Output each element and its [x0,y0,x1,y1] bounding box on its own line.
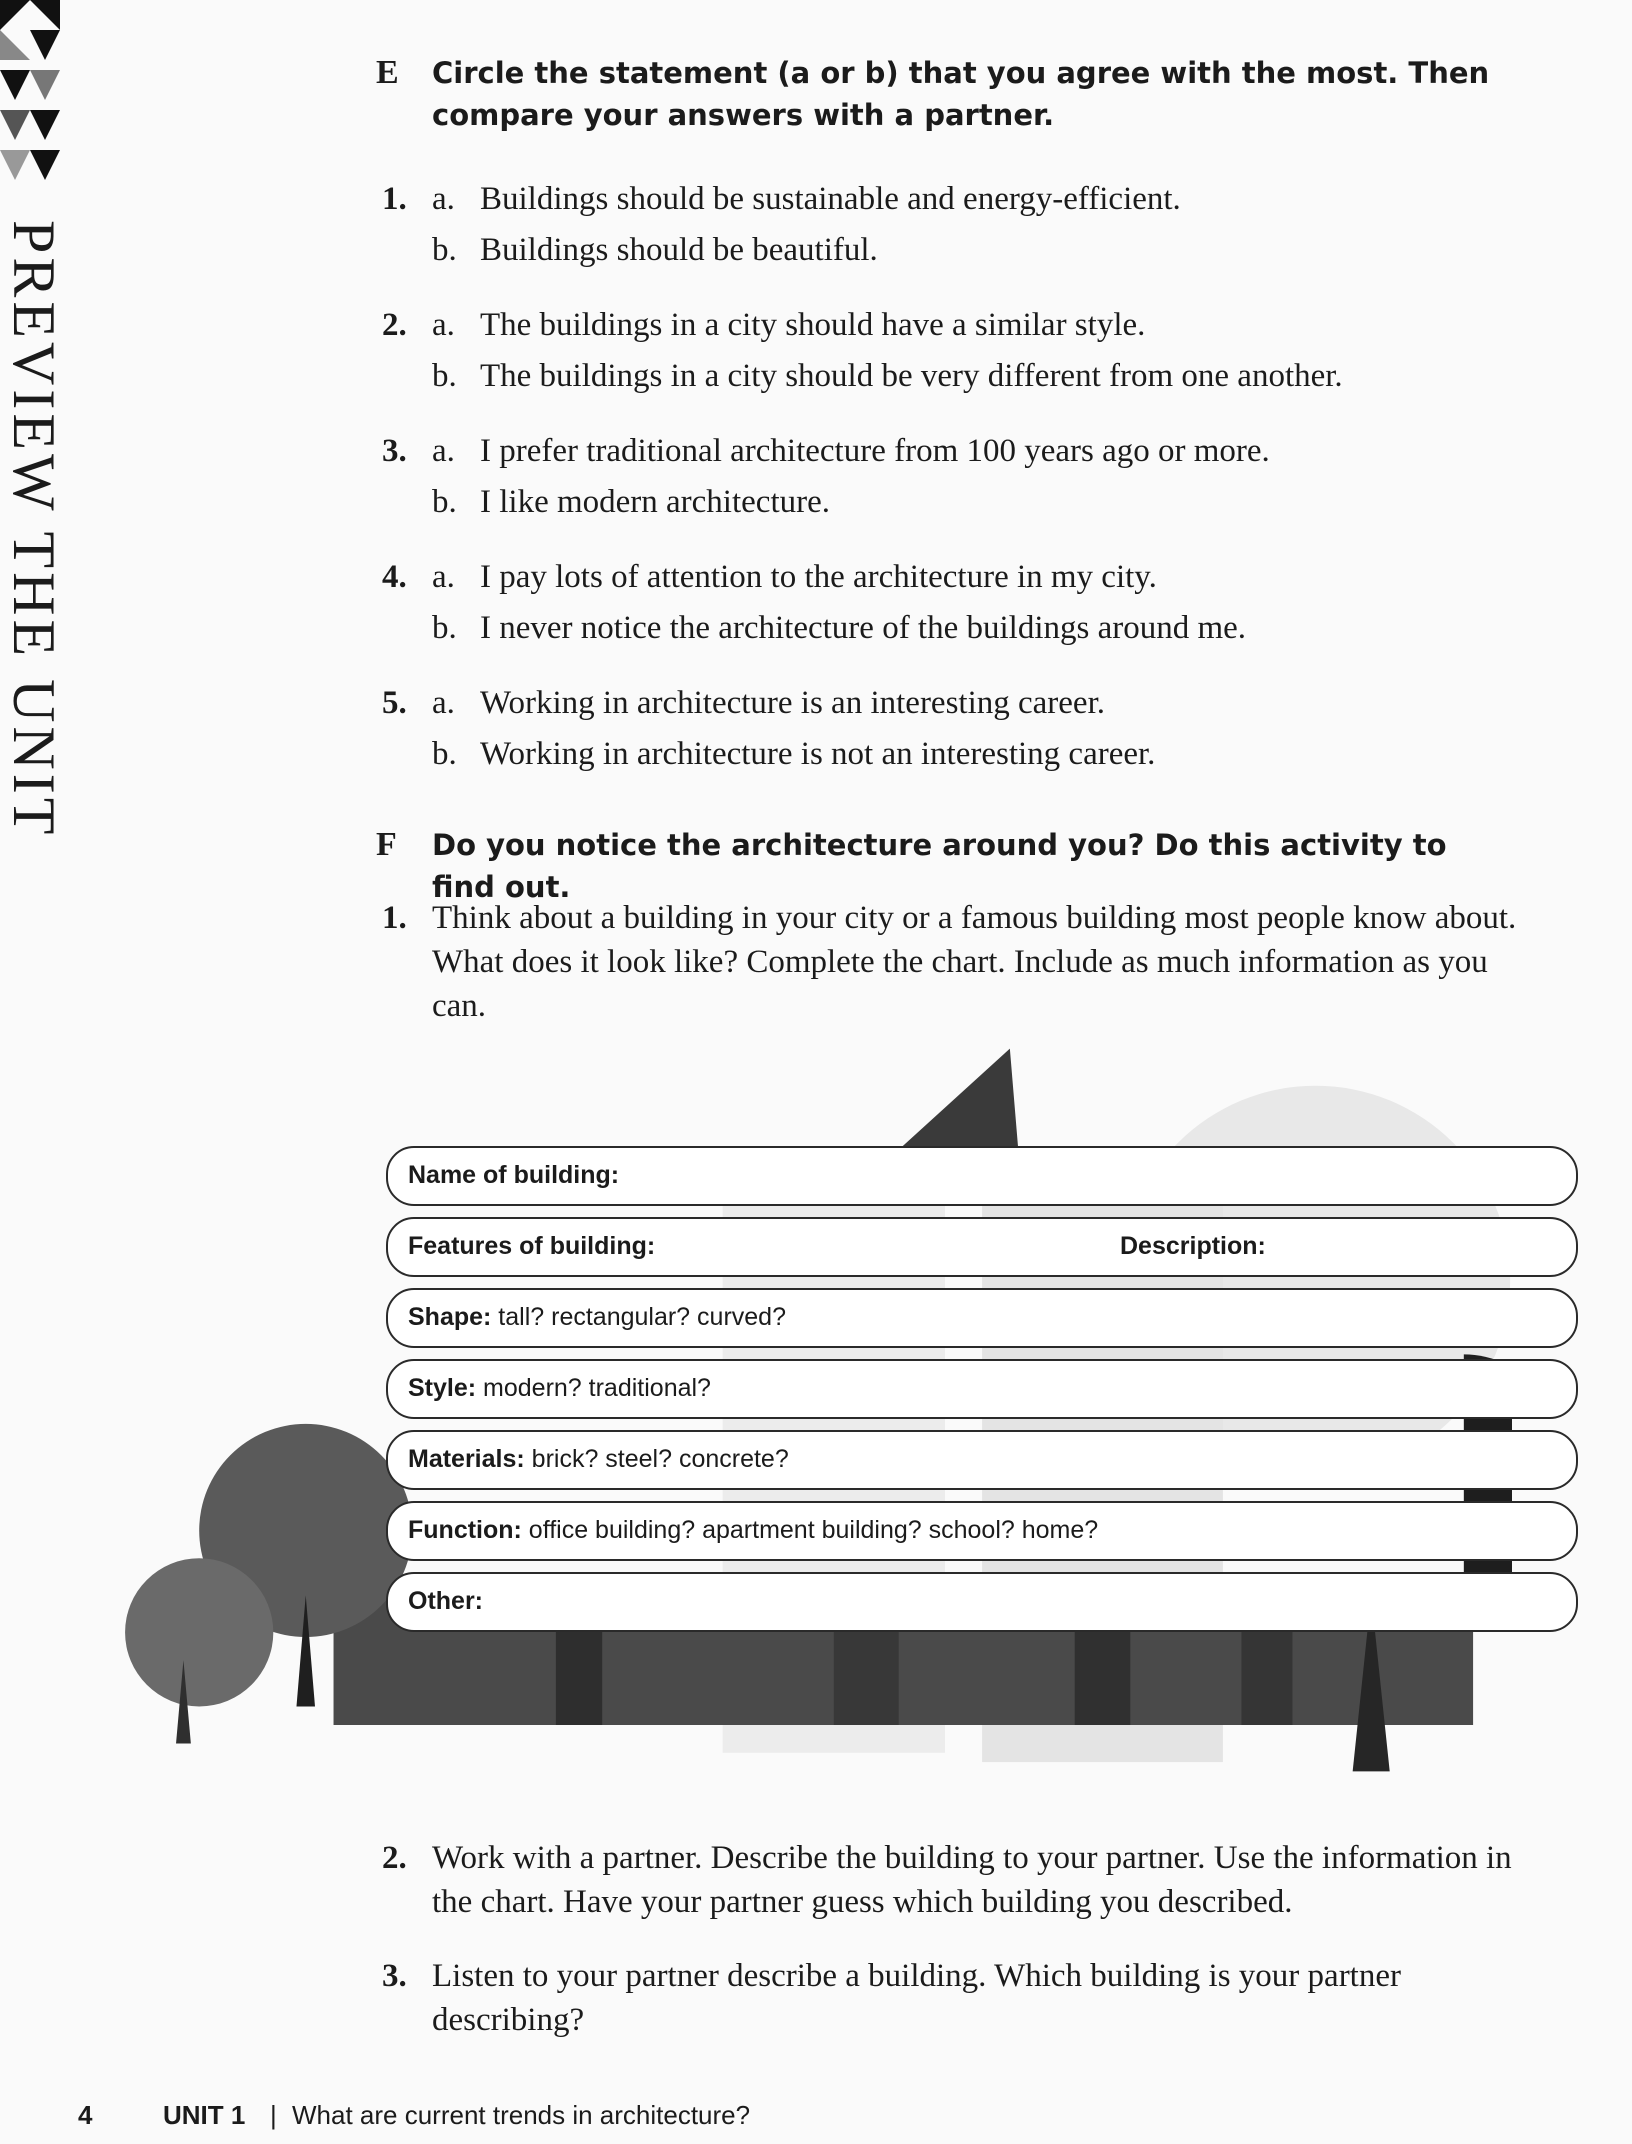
statement-item [382,552,1552,654]
option-a[interactable]: a. Buildings should be sustainable and energy-efficient. [432,181,1181,217]
item-number: 5. [382,685,407,721]
chart-row-style[interactable]: Style: modern? traditional? [386,1359,1578,1419]
statement-item [382,300,1552,402]
chart-row-shape[interactable]: Shape: tall? rectangular? curved? [386,1288,1578,1348]
step-1 [382,896,1552,1028]
footer-separator: | [270,2100,277,2130]
chart-row-features[interactable]: Features of building: Description: [386,1217,1578,1277]
step-text: Think about a building in your city or a famous building most people know about. What does it look like? Complete the chart. Include as much information as you can. [432,900,1517,1024]
option-b[interactable]: b. I never notice the architecture of the buildings around me. [432,610,1247,646]
option-b[interactable]: b. I like modern architecture. [432,484,830,520]
section-e-letter: E [376,54,399,91]
option-a[interactable]: a. I prefer traditional architecture from 100 years ago or more. [432,433,1270,469]
section-e-instruction: Circle the statement (a or b) that you agree with the most. Then compare your answers with a partner. [432,56,1490,132]
option-a[interactable]: a. The buildings in a city should have a similar style. [432,307,1146,343]
item-number: 2. [382,307,407,343]
option-b[interactable]: b. The buildings in a city should be very different from one another. [432,358,1343,394]
step-number: 2. [382,1840,407,1876]
step-number: 1. [382,900,407,936]
option-b[interactable]: b. Working in architecture is not an interesting career. [432,736,1156,772]
unit-title: What are current trends in architecture? [292,2100,751,2130]
chart-row-other[interactable]: Other: [386,1572,1578,1632]
statement-item [382,426,1552,528]
step-3 [382,1954,1552,2042]
statement-item [382,678,1552,780]
description-label: Description: [1120,1232,1266,1260]
item-number: 1. [382,181,407,217]
side-tab [0,0,67,900]
statement-item [382,174,1552,276]
section-f-letter: F [376,826,397,863]
section-f-instruction: Do you notice the architecture around you? Do this activity to find out. [432,828,1447,904]
unit-label: UNIT 1 [163,2100,246,2130]
item-number: 4. [382,559,407,595]
side-tab-label: PREVIEW THE UNIT [1,220,67,839]
step-number: 3. [382,1958,407,1994]
section-e-heading [376,52,1502,136]
chart-row-function[interactable]: Function: office building? apartment building? school? home? [386,1501,1578,1561]
chart-row-materials[interactable]: Materials: brick? steel? concrete? [386,1430,1578,1490]
triangle-pattern-icon [0,0,60,200]
option-b[interactable]: b. Buildings should be beautiful. [432,232,878,268]
step-2 [382,1836,1552,1924]
step-text: Listen to your partner describe a building. Which building is your partner describing? [432,1958,1401,2038]
chart-row-name[interactable]: Name of building: [386,1146,1578,1206]
page-number: 4 [78,2100,93,2130]
step-text: Work with a partner. Describe the building to your partner. Use the information in the chart. Have your partner guess which building you described. [432,1840,1512,1920]
page-footer [0,2100,1632,2140]
item-number: 3. [382,433,407,469]
option-a[interactable]: a. I pay lots of attention to the architecture in my city. [432,559,1157,595]
option-a[interactable]: a. Working in architecture is an interesting career. [432,685,1106,721]
